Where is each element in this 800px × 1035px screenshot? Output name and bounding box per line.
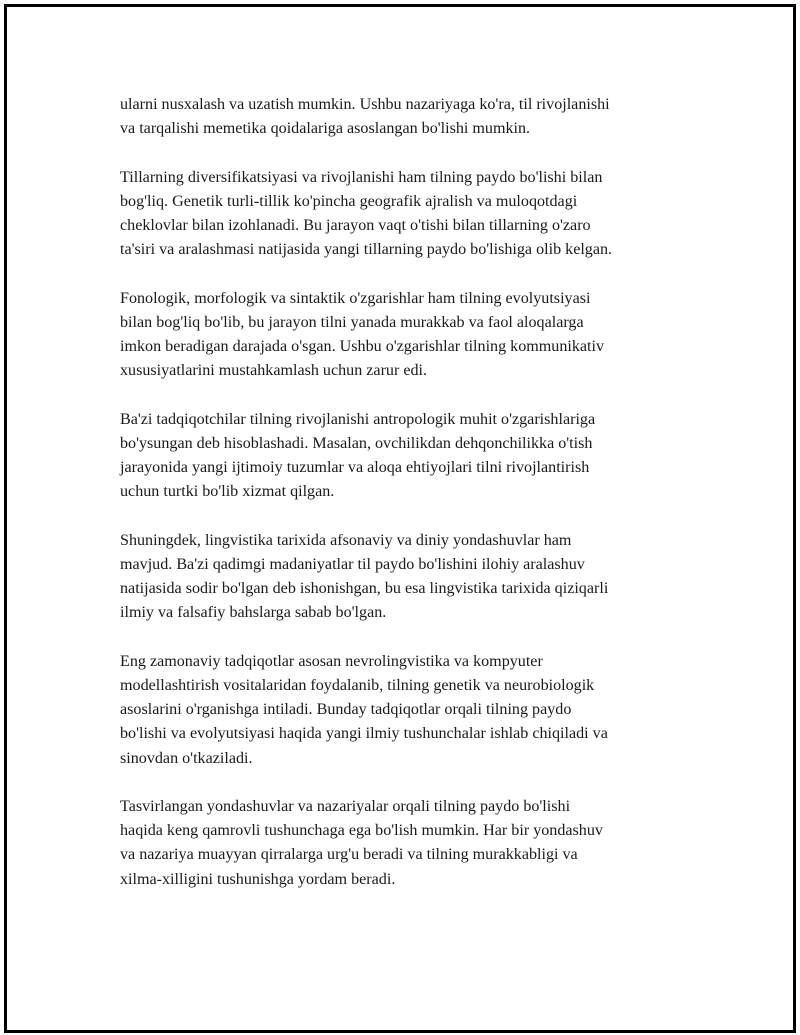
text-line: mavjud. Ba'zi qadimgi madaniyatlar til paydo bo'lishini ilohiy aralashuv xyxy=(120,556,585,573)
text-line: va tarqalishi memetika qoidalariga asoslangan bo'lishi mumkin. xyxy=(120,120,531,138)
text-line: xususiyatlarini mustahkamlash uchun zarur edi. xyxy=(120,362,428,380)
text-line: modellashtirish vositalaridan foydalanib, tilning genetik va neurobiologik xyxy=(120,677,595,695)
text-line: Eng zamonaviy tadqiqotlar asosan nevrolingvistika va kompyuter xyxy=(120,652,543,670)
paragraph-3 xyxy=(120,287,690,384)
paragraph-6 xyxy=(120,650,690,771)
paragraph-7 xyxy=(120,795,690,892)
text-line: jarayonida yangi ijtimoiy tuzumlar va aloqa ehtiyojlari tilni rivojlantirish xyxy=(120,459,590,477)
document-body xyxy=(120,93,690,892)
text-line: xilma-xilligini tushunishga yordam beradi. xyxy=(120,870,396,888)
text-line: sinovdan o'tkaziladi. xyxy=(120,749,253,767)
paragraph-5 xyxy=(120,529,690,626)
text-line: imkon beradigan darajada o'sgan. Ushbu o'zgarishlar tilning kommunikativ xyxy=(120,338,605,356)
paragraph-2 xyxy=(120,166,690,263)
text-line: cheklovlar bilan izohlanadi. Bu jarayon vaqt o'tishi bilan tillarning o'zaro xyxy=(120,217,591,235)
text-line: Fonologik, morfologik va sintaktik o'zgarishlar ham tilning evolyutsiyasi xyxy=(120,289,591,307)
text-line: bog'liq. Genetik turli-tillik ko'pincha geografik ajralish va muloqotdagi xyxy=(120,192,578,210)
paragraph-1 xyxy=(120,93,690,141)
text-line: Shuningdek, lingvistika tarixida afsonaviy va diniy yondashuvlar ham xyxy=(120,531,572,549)
text-line: bo'ysungan deb hisoblashadi. Masalan, ovchilikdan dehqonchilikka o'tish xyxy=(120,434,593,452)
text-line: Ba'zi tadqiqotchilar tilning rivojlanishi antropologik muhit o'zgarishlariga xyxy=(120,410,596,428)
text-line: bo'lishi va evolyutsiyasi haqida yangi ilmiy tushunchalar ishlab chiqiladi va xyxy=(120,725,608,743)
text-line: bilan bog'liq bo'lib, bu jarayon tilni yanada murakkab va faol aloqalarga xyxy=(120,313,584,331)
text-line: Tasvirlangan yondashuvlar va nazariyalar orqali tilning paydo bo'lishi xyxy=(120,798,571,816)
paragraph-4 xyxy=(120,408,690,505)
text-line: ta'siri va aralashmasi natijasida yangi tillarning paydo bo'lishiga olib kelgan. xyxy=(120,241,613,259)
text-line: haqida keng qamrovli tushunchaga ega bo'lish mumkin. Har bir yondashuv xyxy=(120,822,603,840)
text-line: ularni nusxalash va uzatish mumkin. Ushbu nazariyaga ko'ra, til rivojlanishi xyxy=(120,96,610,113)
text-line: va nazariya muayyan qirralarga urg'u beradi va tilning murakkabligi va xyxy=(120,846,578,864)
text-line: asoslarini o'rganishga intiladi. Bunday tadqiqotlar orqali tilning paydo xyxy=(120,701,572,719)
text-line: ilmiy va falsafiy bahslarga sabab bo'lgan. xyxy=(120,604,387,622)
text-line: natijasida sodir bo'lgan deb ishonishgan, bu esa lingvistika tarixida qiziqarli xyxy=(120,580,609,598)
document-page xyxy=(4,4,796,1033)
text-line: uchun turtki bo'lib xizmat qilgan. xyxy=(120,483,335,501)
text-line: Tillarning diversifikatsiyasi va rivojlanishi ham tilning paydo bo'lishi bilan xyxy=(120,168,603,186)
